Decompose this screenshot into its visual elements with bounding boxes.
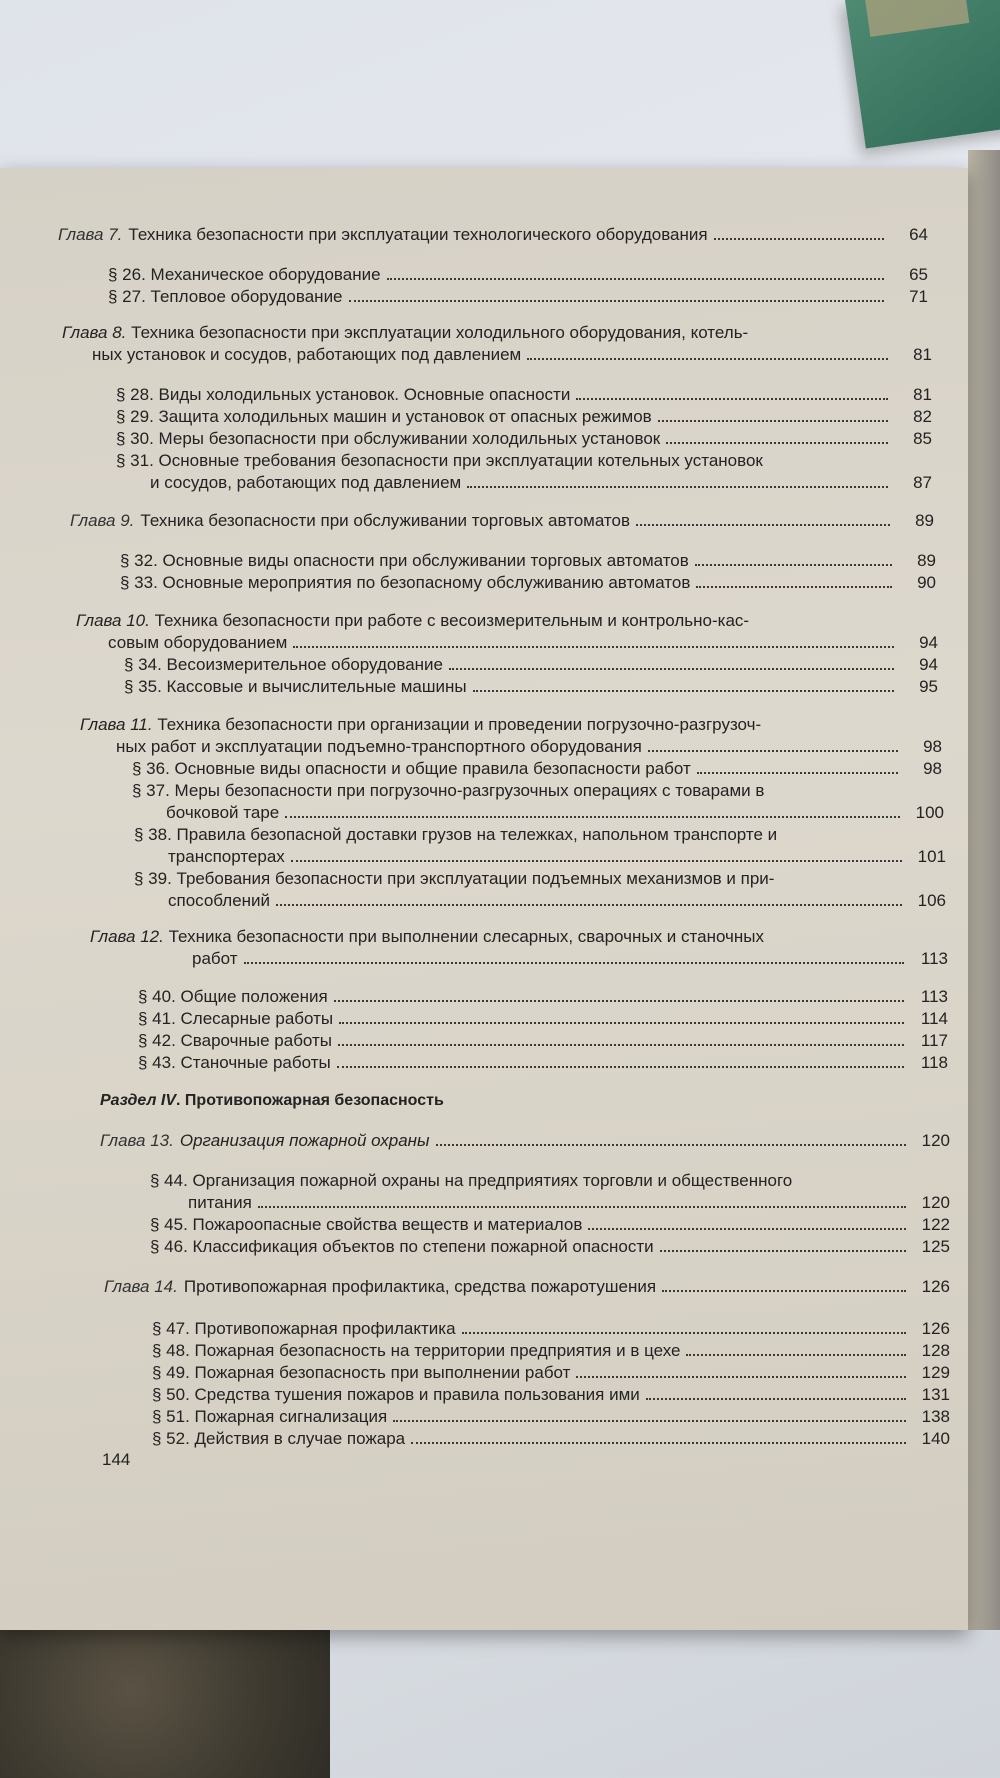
item-title-cont: и сосудов, работающих под давлением	[150, 473, 462, 492]
chapter-prefix: Глава 9.	[70, 511, 135, 530]
leader-dots	[576, 398, 888, 400]
chapter-10-line2	[108, 632, 938, 654]
leader-dots	[387, 278, 884, 280]
item-title-cont: способлений	[168, 891, 271, 910]
item-title: § 52. Действия в случае пожара	[152, 1429, 406, 1448]
leader-dots	[285, 816, 900, 818]
page-ref: 126	[921, 1319, 950, 1338]
chapter-prefix: Глава 14.	[104, 1277, 178, 1296]
item-title: § 40. Общие положения	[138, 987, 328, 1006]
book-band	[865, 0, 970, 37]
item-title: § 47. Противопожарная профилактика	[152, 1319, 456, 1338]
page-ref: 106	[917, 891, 946, 910]
item-30	[116, 428, 932, 450]
leader-dots	[338, 1044, 904, 1046]
chapter-prefix: Глава 7.	[58, 225, 123, 244]
item-title: § 29. Защита холодильных машин и установок от опасных режимов	[116, 407, 652, 426]
page-ref: 89	[917, 551, 936, 570]
chapter-title: Техника безопасности при работе с весоизмерительным и контрольно-кас-	[154, 611, 750, 630]
page-ref: 65	[909, 265, 928, 284]
page-ref: 113	[920, 949, 948, 968]
leader-dots	[258, 1206, 906, 1208]
chapter-title: Техника безопасности при организации и проведении погрузочно-разгрузоч-	[157, 715, 762, 734]
leader-dots	[467, 486, 888, 488]
leader-dots	[636, 524, 890, 526]
leader-dots	[658, 420, 888, 422]
leader-dots	[696, 586, 892, 588]
item-title: § 42. Сварочные работы	[138, 1031, 333, 1050]
page-ref: 120	[921, 1193, 950, 1212]
item-29	[116, 406, 932, 428]
item-title: § 36. Основные виды опасности и общие правила безопасности работ	[132, 759, 691, 778]
item-36	[132, 758, 942, 780]
chapter-title: Противопожарная профилактика, средства пожаротушения	[183, 1277, 657, 1296]
item-39-line1: § 39. Требования безопасности при эксплуатации подъемных механизмов и при-	[134, 869, 775, 888]
book-corner	[845, 0, 1000, 149]
leader-dots	[276, 904, 902, 906]
page-ref: 90	[917, 573, 936, 592]
page-ref: 118	[920, 1053, 948, 1072]
chapter-title: Организация пожарной охраны	[179, 1131, 430, 1150]
item-31-line2	[150, 472, 932, 494]
item-title-cont: бочковой таре	[166, 803, 280, 822]
page-edge-shadow	[968, 150, 1000, 1630]
chapter-12-line1	[90, 926, 764, 948]
item-31-line1: § 31. Основные требования безопасности при эксплуатации котельных установок	[116, 451, 763, 470]
chapter-9	[70, 510, 934, 532]
item-title: § 49. Пожарная безопасность при выполнении работ	[152, 1363, 571, 1382]
page-ref: 98	[923, 759, 942, 778]
chapter-title: Техника безопасности при обслуживании торговых автоматов	[140, 511, 631, 530]
leader-dots	[334, 1000, 904, 1002]
item-44-line1: § 44. Организация пожарной охраны на предприятиях торговли и общественного	[150, 1171, 793, 1190]
chapter-prefix: Глава 13.	[100, 1131, 174, 1150]
item-title: § 34. Весоизмерительное оборудование	[124, 655, 443, 674]
item-50	[152, 1384, 950, 1406]
page-ref: 94	[919, 633, 938, 652]
chapter-title: Техника безопасности при эксплуатации технологического оборудования	[128, 225, 708, 244]
leader-dots	[436, 1144, 906, 1146]
item-48	[152, 1340, 950, 1362]
leader-dots	[462, 1332, 906, 1334]
chapter-12-line2	[192, 948, 948, 970]
page-ref: 87	[913, 473, 932, 492]
page-ref: 81	[913, 345, 932, 364]
item-title: § 32. Основные виды опасности при обслуживании торговых автоматов	[120, 551, 689, 570]
leader-dots	[662, 1290, 906, 1292]
item-45	[150, 1214, 950, 1236]
leader-dots	[337, 1066, 904, 1068]
chapter-title: Техника безопасности при выполнении слесарных, сварочных и станочных	[168, 927, 765, 946]
item-32	[120, 550, 936, 572]
leader-dots	[411, 1442, 906, 1444]
item-title: § 50. Средства тушения пожаров и правила пользования ими	[152, 1385, 640, 1404]
item-title: § 46. Классификация объектов по степени пожарной опасности	[150, 1237, 654, 1256]
leader-dots	[660, 1250, 906, 1252]
item-26	[108, 264, 928, 286]
leader-dots	[714, 238, 884, 240]
item-title: § 28. Виды холодильных установок. Основные опасности	[116, 385, 571, 404]
leader-dots	[648, 750, 898, 752]
table-of-contents	[0, 168, 968, 1630]
item-51	[152, 1406, 950, 1428]
item-title: § 33. Основные мероприятия по безопасному обслуживанию автоматов	[120, 573, 691, 592]
item-title: § 35. Кассовые и вычислительные машины	[124, 677, 467, 696]
item-35	[124, 676, 938, 698]
item-46	[150, 1236, 950, 1258]
item-42	[138, 1030, 948, 1052]
leader-dots	[527, 358, 888, 360]
item-title: § 30. Меры безопасности при обслуживании холодильных установок	[116, 429, 661, 448]
item-title-cont: транспортерах	[168, 847, 285, 866]
leader-dots	[646, 1398, 906, 1400]
item-44-line2	[188, 1192, 950, 1214]
chapter-title: Техника безопасности при эксплуатации холодильного оборудования, котель-	[131, 323, 749, 342]
page-ref: 138	[921, 1407, 950, 1426]
item-52	[152, 1428, 950, 1450]
item-40	[138, 986, 948, 1008]
leader-dots	[666, 442, 888, 444]
chapter-14	[104, 1276, 950, 1298]
page-ref: 122	[921, 1215, 950, 1234]
leader-dots	[449, 668, 894, 670]
item-title: § 41. Слесарные работы	[138, 1009, 334, 1028]
leader-dots	[695, 564, 892, 566]
page-ref: 100	[915, 803, 944, 822]
page-ref: 71	[909, 287, 928, 306]
item-47	[152, 1318, 950, 1340]
leader-dots	[291, 860, 902, 862]
leader-dots	[697, 772, 898, 774]
leader-dots	[588, 1228, 906, 1230]
item-title: § 43. Станочные работы	[138, 1053, 331, 1072]
chapter-title-cont: совым оборудованием	[108, 633, 288, 652]
item-49	[152, 1362, 950, 1384]
page-ref: 95	[919, 677, 938, 696]
chapter-8-line2	[92, 344, 932, 366]
page-ref: 129	[921, 1363, 950, 1382]
chapter-prefix: Глава 11.	[80, 715, 153, 734]
leader-dots	[244, 962, 904, 964]
page-ref: 82	[913, 407, 932, 426]
chapter-title-cont: работ	[192, 949, 238, 968]
page-ref: 125	[921, 1237, 950, 1256]
page-ref: 85	[913, 429, 932, 448]
page-ref: 89	[915, 511, 934, 530]
item-38-line2	[168, 846, 946, 868]
item-39-line2	[168, 890, 946, 912]
chapter-10-line1	[76, 610, 749, 632]
leader-dots	[473, 690, 894, 692]
page-ref: 101	[917, 847, 946, 866]
chapter-8-line1	[62, 322, 748, 344]
page-ref: 128	[921, 1341, 950, 1360]
item-41	[138, 1008, 948, 1030]
item-43	[138, 1052, 948, 1074]
leader-dots	[686, 1354, 906, 1356]
leader-dots	[349, 300, 884, 302]
chapter-prefix: Глава 12.	[90, 927, 164, 946]
chapter-title-cont: ных установок и сосудов, работающих под давлением	[92, 345, 522, 364]
item-title: § 48. Пожарная безопасность на территории предприятия и в цехе	[152, 1341, 681, 1360]
leader-dots	[393, 1420, 906, 1422]
page-ref: 140	[921, 1429, 950, 1448]
item-title-cont: питания	[188, 1193, 252, 1212]
page-ref: 120	[921, 1131, 950, 1150]
section-prefix: Раздел IV	[100, 1092, 177, 1109]
item-27	[108, 286, 928, 308]
page-ref: 64	[909, 225, 928, 244]
chapter-13	[100, 1130, 950, 1152]
leader-dots	[339, 1022, 904, 1024]
chapter-prefix: Глава 10.	[76, 611, 150, 630]
book-page	[0, 168, 968, 1630]
item-37-line1: § 37. Меры безопасности при погрузочно-разгрузочных операциях с товарами в	[132, 781, 765, 800]
page-number: 144	[102, 1450, 131, 1469]
item-34	[124, 654, 938, 676]
page-ref: 117	[920, 1031, 948, 1050]
page-ref: 94	[919, 655, 938, 674]
chapter-11-line1	[80, 714, 761, 736]
item-title: § 26. Механическое оборудование	[108, 265, 381, 284]
chapter-prefix: Глава 8.	[62, 323, 127, 342]
leader-dots	[576, 1376, 906, 1378]
item-title: § 27. Тепловое оборудование	[108, 287, 343, 306]
item-title: § 51. Пожарная сигнализация	[152, 1407, 388, 1426]
item-38-line1: § 38. Правила безопасной доставки грузов на тележках, напольном транспорте и	[134, 825, 778, 844]
item-28	[116, 384, 932, 406]
page-ref: 131	[921, 1385, 950, 1404]
item-title: § 45. Пожароопасные свойства веществ и материалов	[150, 1215, 583, 1234]
chapter-11-line2	[116, 736, 942, 758]
page-ref: 114	[920, 1009, 948, 1028]
section-heading	[100, 1090, 444, 1112]
page-ref: 113	[920, 987, 948, 1006]
item-37-line2	[166, 802, 944, 824]
chapter-7	[58, 224, 928, 246]
section-title: . Противопожарная безопасность	[176, 1092, 444, 1109]
item-33	[120, 572, 936, 594]
page-ref: 98	[923, 737, 942, 756]
chapter-title-cont: ных работ и эксплуатации подъемно-транспортного оборудования	[116, 737, 642, 756]
page-ref: 126	[921, 1277, 950, 1296]
page-ref: 81	[913, 385, 932, 404]
leader-dots	[293, 646, 894, 648]
